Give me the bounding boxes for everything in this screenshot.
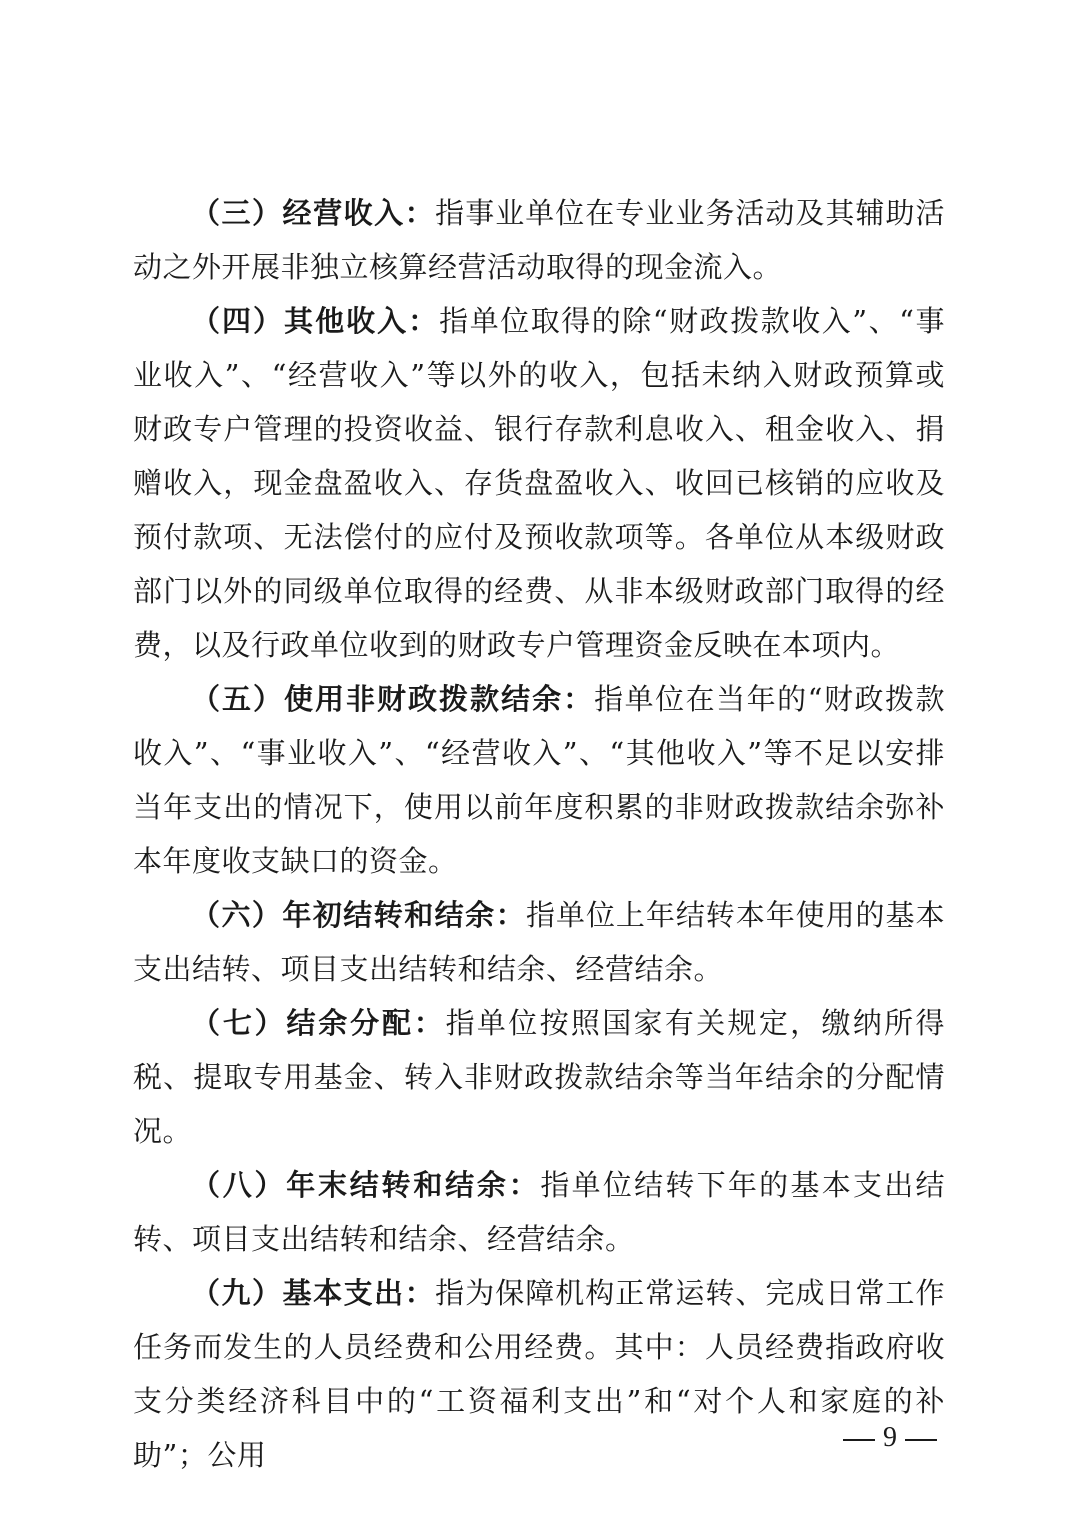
paragraph-text: 指单位在当年的“财政拨款收入”、“事业收入”、“经营收入”、“其他收入”等不足以安排当年支出的情况下，使用以前年度积累的非财政拨款结余弥补本年度收支缺口的资金。 xyxy=(133,682,945,878)
term-heading: （四）其他收入： xyxy=(191,304,440,338)
term-heading: （八）年末结转和结余： xyxy=(191,1168,541,1202)
dash-right xyxy=(905,1439,937,1441)
term-heading: （七）结余分配： xyxy=(191,1006,446,1040)
paragraph-opening-carryover xyxy=(133,888,945,996)
paragraph-text: 指事业单位在专业业务活动及其辅助活动之外开展非独立核算经营活动取得的现金流入。 xyxy=(133,196,945,284)
term-heading: （六）年初结转和结余： xyxy=(191,898,527,932)
term-heading: （三）经营收入： xyxy=(191,196,436,230)
paragraph-basic-expenditure xyxy=(133,1266,945,1482)
paragraph-operating-income xyxy=(133,186,945,294)
paragraph-closing-carryover xyxy=(133,1158,945,1266)
page-number-value: 9 xyxy=(883,1422,897,1453)
paragraph-other-income xyxy=(133,294,945,672)
dash-left xyxy=(843,1439,875,1441)
paragraph-text: 指单位按照国家有关规定，缴纳所得税、提取专用基金、转入非财政拨款结余等当年结余的分配情况。 xyxy=(133,1006,945,1148)
page-number xyxy=(835,1422,945,1454)
document-body xyxy=(133,186,945,1482)
paragraph-text: 指单位取得的除“财政拨款收入”、“事业收入”、“经营收入”等以外的收入，包括未纳入财政预算或财政专户管理的投资收益、银行存款利息收入、租金收入、捐赠收入，现金盘盈收入、存货盘盈收入、收回已核销的应收及预付款项、无法偿付的应付及预收款项等。各单位从本级财政部门以外的同级单位取得的经费、从非本级财政部门取得的经费，以及行政单位收到的财政专户管理资金反映在本项内。 xyxy=(133,304,945,662)
paragraph-surplus-distribution xyxy=(133,996,945,1158)
term-heading: （五）使用非财政拨款结余： xyxy=(191,682,595,716)
term-heading: （九）基本支出： xyxy=(191,1276,436,1310)
paragraph-non-fiscal-surplus xyxy=(133,672,945,888)
paragraph-text: 指为保障机构正常运转、完成日常工作任务而发生的人员经费和公用经费。其中：人员经费指政府收支分类经济科目中的“工资福利支出”和“对个人和家庭的补助”；公用 xyxy=(133,1276,945,1472)
paragraph-text: 指单位结转下年的基本支出结转、项目支出结转和结余、经营结余。 xyxy=(133,1168,945,1256)
paragraph-text: 指单位上年结转本年使用的基本支出结转、项目支出结转和结余、经营结余。 xyxy=(133,898,945,986)
